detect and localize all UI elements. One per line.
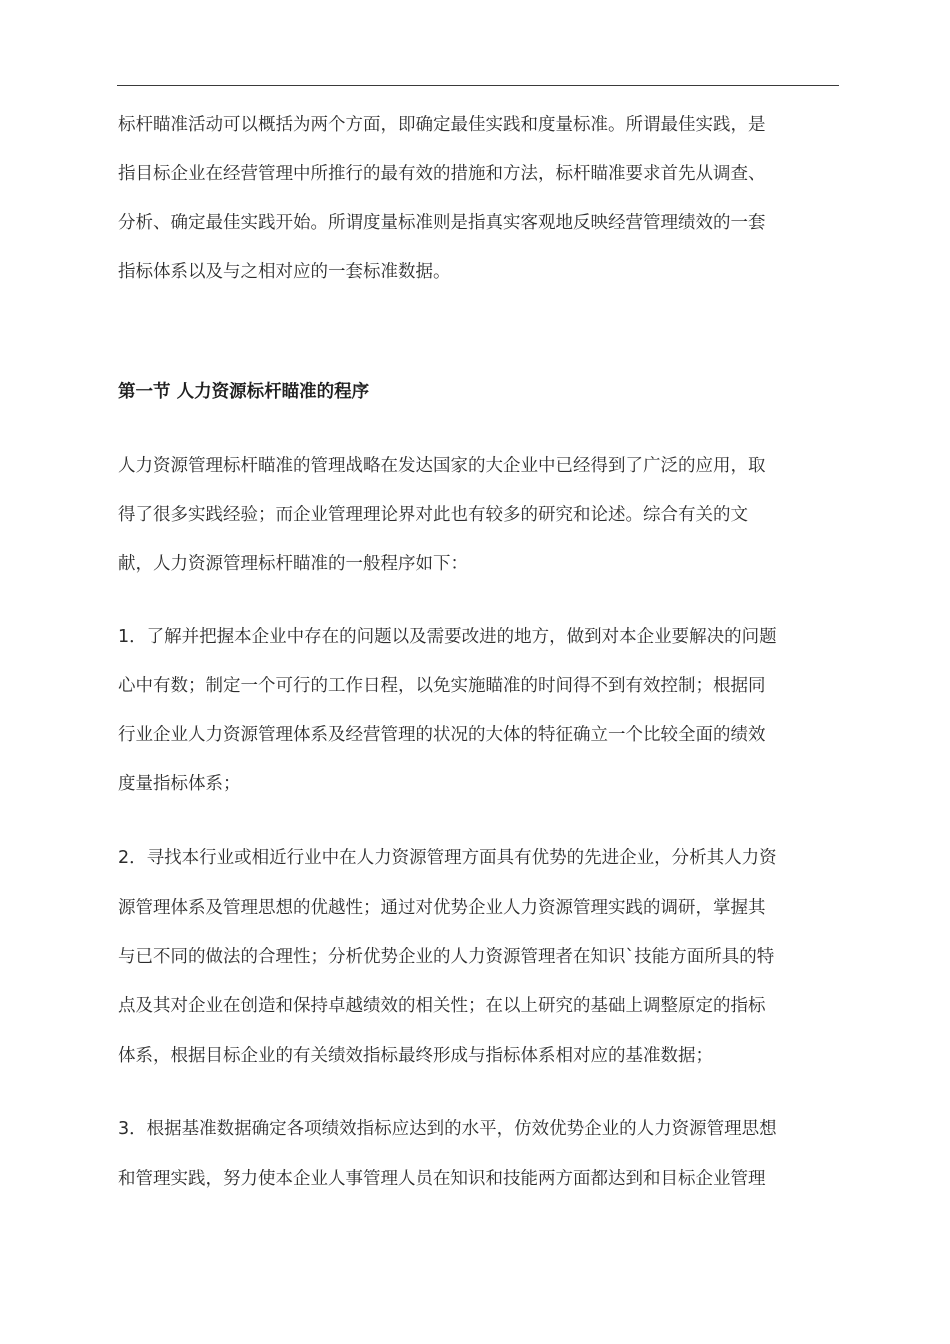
section-heading: 第一节 人力资源标杆瞄准的程序 [118,382,370,402]
text-line: 分析、确定最佳实践开始。所谓度量标准则是指真实客观地反映经营管理绩效的一套 [118,213,766,233]
text-line: 标杆瞄准活动可以概括为两个方面，即确定最佳实践和度量标准。所谓最佳实践，是 [118,115,766,135]
text-line: 献，人力资源管理标杆瞄准的一般程序如下： [118,554,468,574]
text-line: 体系，根据目标企业的有关绩效指标最终形成与指标体系相对应的基准数据； [118,1046,713,1066]
text-line: 人力资源管理标杆瞄准的管理战略在发达国家的大企业中已经得到了广泛的应用，取 [118,456,766,476]
header-rule [117,85,839,86]
text-line: 源管理体系及管理思想的优越性；通过对优势企业人力资源管理实践的调研，掌握其 [118,898,766,918]
text-line: 和管理实践，努力使本企业人事管理人员在知识和技能两方面都达到和目标企业管理 [118,1169,766,1189]
text-line: 2．寻找本行业或相近行业中在人力资源管理方面具有优势的先进企业，分析其人力资 [118,848,777,868]
text-line: 指目标企业在经营管理中所推行的最有效的措施和方法，标杆瞄准要求首先从调查、 [118,164,766,184]
text-line: 与已不同的做法的合理性；分析优势企业的人力资源管理者在知识`技能方面所具的特 [118,947,775,967]
text-line: 指标体系以及与之相对应的一套标准数据。 [118,262,451,282]
text-line: 点及其对企业在创造和保持卓越绩效的相关性；在以上研究的基础上调整原定的指标 [118,996,766,1016]
text-line: 心中有数；制定一个可行的工作日程，以免实施瞄准的时间得不到有效控制；根据同 [118,676,766,696]
text-line: 得了很多实践经验；而企业管理理论界对此也有较多的研究和论述。综合有关的文 [118,505,748,525]
text-line: 3．根据基准数据确定各项绩效指标应达到的水平，仿效优势企业的人力资源管理思想 [118,1119,777,1139]
text-line: 行业企业人力资源管理体系及经营管理的状况的大体的特征确立一个比较全面的绩效 [118,725,766,745]
text-line: 度量指标体系； [118,774,241,794]
text-line: 1．了解并把握本企业中存在的问题以及需要改进的地方，做到对本企业要解决的问题 [118,627,777,647]
